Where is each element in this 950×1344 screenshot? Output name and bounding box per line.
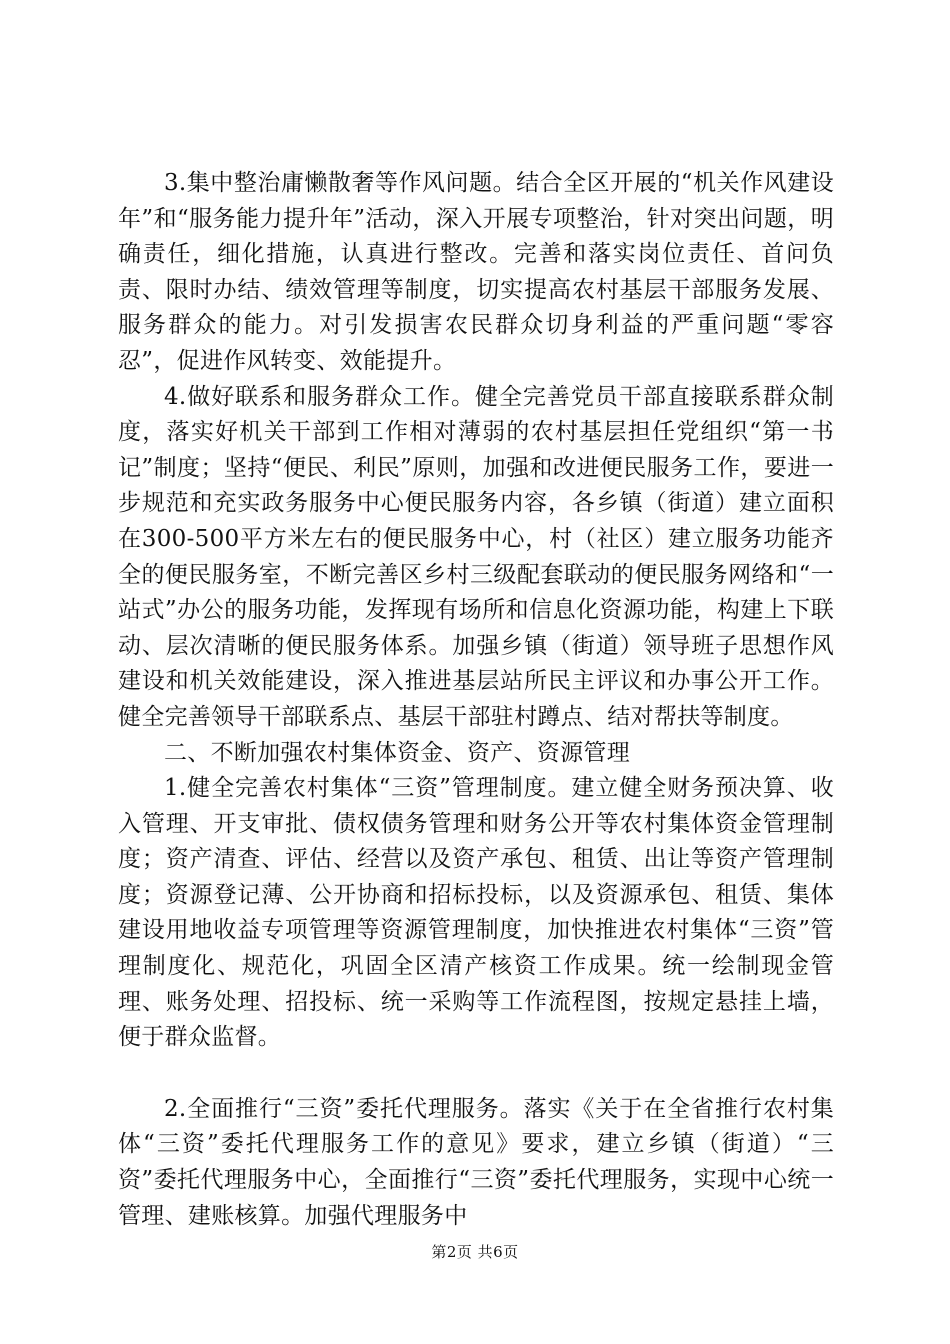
page-footer: 第2页 共6页 xyxy=(431,1243,519,1261)
paragraph-3-style-rectification: 3.集中整治庸懒散奢等作风问题。结合全区开展的“机关作风建设年”和“服务能力提升年”活动，深入开展专项整治，针对突出问题，明确责任，细化措施，认真进行整改。完善和落实岗位责任、首问负责、限时办结、绩效管理等制度，切实提高农村基层干部服务发展、服务群众的能力。对引发损害农民群众切身利益的严重问题“零容忍”，促进作风转变、效能提升。 xyxy=(118,170,834,374)
paragraph-2-entrusted-agency: 2.全面推行“三资”委托代理服务。落实《关于在全省推行农村集体“三资”委托代理服务工作的意见》要求，建立乡镇（街道）“三资”委托代理服务中心，全面推行“三资”委托代理服务，实现中心统一管理、建账核算。加强代理服务中 xyxy=(118,1095,834,1229)
document-body xyxy=(118,166,834,1234)
paragraph-gap xyxy=(118,1056,834,1092)
paragraph-1-three-assets-system: 1.健全完善农村集体“三资”管理制度。建立健全财务预决算、收入管理、开支审批、债权债务管理和财务公开等农村集体资金管理制度；资产清查、评估、经营以及资产承包、租赁、出让等资产管理制度；资源登记薄、公开协商和招标投标，以及资源承包、租赁、集体建设用地收益专项管理等资源管理制度，加快推进农村集体“三资”管理制度化、规范化，巩固全区清产核资工作成果。统一绘制现金管理、账务处理、招投标、统一采购等工作流程图，按规定悬挂上墙，便于群众监督。 xyxy=(118,775,834,1051)
section-heading-2: 二、不断加强农村集体资金、资产、资源管理 xyxy=(164,739,630,766)
paragraph-4-serve-masses: 4.做好联系和服务群众工作。健全完善党员干部直接联系群众制度，落实好机关干部到工作相对薄弱的农村基层担任党组织“第一书记”制度；坚持“便民、利民”原则，加强和改进便民服务工作，要进一步规范和充实政务服务中心便民服务内容，各乡镇（街道）建立面积在300-500平方米左右的便民服务中心，村（社区）建立服务功能齐全的便民服务室，不断完善区乡村三级配套联动的便民服务网络和“一站式”办公的服务功能，发挥现有场所和信息化资源功能，构建上下联动、层次清晰的便民服务体系。加强乡镇（街道）领导班子思想作风建设和机关效能建设，深入推进基层站所民主评议和办事公开工作。健全完善领导干部联系点、基层干部驻村蹲点、结对帮扶等制度。 xyxy=(118,383,834,730)
